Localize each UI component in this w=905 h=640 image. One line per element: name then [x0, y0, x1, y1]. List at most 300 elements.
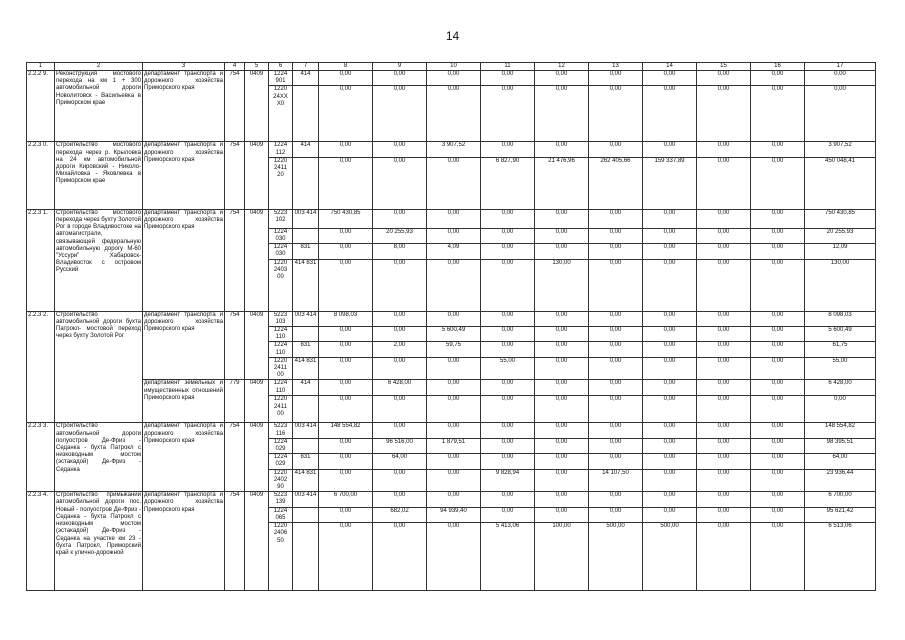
amount-cell: 0,00	[319, 244, 373, 259]
amount-cell: 0,00	[535, 396, 589, 423]
amount-cell: 0,00	[535, 469, 589, 492]
amount-cell: 0,00	[589, 142, 643, 157]
amount-cell: 0,00	[481, 492, 535, 507]
amount-cell: 0,00	[481, 327, 535, 342]
target-article-code: 1224 065	[269, 507, 293, 522]
amount-cell: 0,00	[697, 71, 751, 86]
amount-cell: 0,00	[751, 492, 805, 507]
amount-cell: 0,00	[751, 380, 805, 396]
chapter-code: 754	[225, 492, 245, 591]
amount-cell: 23 936,44	[805, 469, 876, 492]
amount-cell: 61,75	[805, 342, 876, 357]
column-number: 12	[535, 63, 589, 71]
amount-cell: 0,00	[589, 209, 643, 228]
column-number: 14	[643, 63, 697, 71]
amount-cell: 0,00	[697, 380, 751, 396]
chapter-code: 754	[225, 311, 245, 380]
chapter-code: 754	[225, 209, 245, 311]
table-row	[27, 492, 876, 507]
target-article-code: 1224 112	[269, 142, 293, 157]
amount-cell: 0,00	[427, 380, 481, 396]
amount-cell: 8,00	[373, 244, 427, 259]
amount-cell: 0,00	[751, 86, 805, 142]
column-number: 7	[293, 63, 319, 71]
amount-cell: 9 828,94	[481, 469, 535, 492]
department: департамент транспорта и дорожного хозяйства Приморского края	[143, 71, 225, 142]
amount-cell: 20 255,93	[373, 228, 427, 243]
amount-cell: 0,00	[481, 228, 535, 243]
row-id: 2.2.3 2.	[27, 311, 55, 423]
expense-type-code: 831	[293, 342, 319, 357]
amount-cell: 750 430,85	[805, 209, 876, 228]
amount-cell: 0,00	[643, 311, 697, 326]
amount-cell: 6 700,00	[805, 492, 876, 507]
amount-cell: 0,00	[535, 454, 589, 469]
amount-cell: 0,00	[319, 259, 373, 311]
column-number: 11	[481, 63, 535, 71]
expense-type-code: 414 831	[293, 259, 319, 311]
target-article-code: 5223 116	[269, 423, 293, 438]
amount-cell: 0,00	[481, 507, 535, 522]
amount-cell: 1 879,51	[427, 438, 481, 453]
object-name: Строительство примыканий автомобильной дороги пос. Новый - полуостров Де-Фриз - Седанка - бухта Патрокл с низководным мостом (эстакадой) Де-Фриз - Седанка на участке км 23 - бухта Патрокл, Приморский край к улично-дорожной	[55, 492, 143, 591]
amount-cell: 0,00	[319, 86, 373, 142]
amount-cell: 0,00	[589, 259, 643, 311]
amount-cell: 0,00	[751, 259, 805, 311]
amount-cell: 0,00	[643, 71, 697, 86]
amount-cell: 0,00	[697, 469, 751, 492]
amount-cell: 0,00	[589, 327, 643, 342]
amount-cell: 0,00	[751, 142, 805, 157]
amount-cell: 0,00	[319, 342, 373, 357]
amount-cell: 0,00	[751, 507, 805, 522]
amount-cell: 0,00	[751, 469, 805, 492]
amount-cell: 2,00	[373, 342, 427, 357]
department: департамент транспорта и дорожного хозяйства Приморского края	[143, 209, 225, 311]
amount-cell: 148 554,82	[319, 423, 373, 438]
section-code: 0409	[245, 142, 269, 209]
expense-type-code: 831	[293, 454, 319, 469]
amount-cell: 0,00	[373, 142, 427, 157]
amount-cell: 130,00	[535, 259, 589, 311]
expense-type-code: 831	[293, 244, 319, 259]
amount-cell: 0,00	[643, 357, 697, 380]
amount-cell: 0,00	[589, 507, 643, 522]
amount-cell: 0,00	[751, 342, 805, 357]
amount-cell: 14 107,50	[589, 469, 643, 492]
page-number: 14	[445, 29, 460, 43]
amount-cell: 0,00	[697, 396, 751, 423]
column-number: 16	[751, 63, 805, 71]
chapter-code: 754	[225, 423, 245, 492]
column-number: 15	[697, 63, 751, 71]
amount-cell: 0,00	[427, 357, 481, 380]
amount-cell: 0,00	[751, 327, 805, 342]
amount-cell: 0,00	[427, 71, 481, 86]
amount-cell: 0,00	[319, 357, 373, 380]
amount-cell: 682,02	[373, 507, 427, 522]
amount-cell: 500,00	[589, 523, 643, 591]
amount-cell: 0,00	[589, 244, 643, 259]
target-article-code: 1224 029	[269, 454, 293, 469]
department: департамент транспорта и дорожного хозяйства Приморского края	[143, 492, 225, 591]
column-number: 1	[27, 63, 55, 71]
amount-cell: 0,00	[481, 142, 535, 157]
expense-type-code	[293, 327, 319, 342]
amount-cell: 0,00	[373, 492, 427, 507]
amount-cell: 8 098,03	[805, 311, 876, 326]
amount-cell: 0,00	[427, 209, 481, 228]
amount-cell: 0,00	[751, 209, 805, 228]
amount-cell: 5 600,49	[805, 327, 876, 342]
amount-cell: 64,00	[373, 454, 427, 469]
amount-cell: 159 337,89	[643, 157, 697, 209]
amount-cell: 0,00	[427, 523, 481, 591]
amount-cell: 0,00	[751, 311, 805, 326]
amount-cell: 0,00	[373, 71, 427, 86]
amount-cell: 0,00	[751, 396, 805, 423]
section-code: 0409	[245, 311, 269, 380]
expense-type-code	[293, 438, 319, 453]
amount-cell: 0,00	[643, 423, 697, 438]
amount-cell: 0,00	[643, 228, 697, 243]
amount-cell: 0,00	[643, 469, 697, 492]
row-id: 2.2.3 1.	[27, 209, 55, 311]
column-number: 4	[225, 63, 245, 71]
department: департамент земельных и имущественных отношений Приморского края	[143, 380, 225, 423]
amount-cell: 0,00	[373, 423, 427, 438]
amount-cell: 0,00	[751, 523, 805, 591]
amount-cell: 0,00	[697, 454, 751, 469]
amount-cell: 0,00	[589, 492, 643, 507]
chapter-code: 754	[225, 142, 245, 209]
department: департамент транспорта и дорожного хозяйства Приморского края	[143, 423, 225, 492]
amount-cell: 0,00	[643, 380, 697, 396]
amount-cell: 450 048,41	[805, 157, 876, 209]
amount-cell: 0,00	[697, 423, 751, 438]
amount-cell: 0,00	[481, 454, 535, 469]
expense-type-code	[293, 396, 319, 423]
expense-type-code: 414	[293, 142, 319, 157]
amount-cell: 0,00	[535, 438, 589, 453]
amount-cell: 0,00	[535, 311, 589, 326]
amount-cell: 0,00	[643, 396, 697, 423]
amount-cell: 6 513,06	[805, 523, 876, 591]
amount-cell: 0,00	[643, 438, 697, 453]
amount-cell: 0,00	[319, 523, 373, 591]
amount-cell: 0,00	[319, 507, 373, 522]
amount-cell: 0,00	[319, 142, 373, 157]
amount-cell: 64,00	[805, 454, 876, 469]
amount-cell: 750 430,85	[319, 209, 373, 228]
amount-cell: 130,00	[805, 259, 876, 311]
amount-cell: 94 939,40	[427, 507, 481, 522]
amount-cell: 0,00	[643, 209, 697, 228]
amount-cell: 0,00	[697, 259, 751, 311]
amount-cell: 0,00	[643, 327, 697, 342]
amount-cell: 0,00	[319, 469, 373, 492]
amount-cell: 0,00	[535, 244, 589, 259]
amount-cell: 0,00	[751, 228, 805, 243]
amount-cell: 0,00	[427, 396, 481, 423]
table-row	[27, 423, 876, 438]
amount-cell: 0,00	[697, 438, 751, 453]
amount-cell: 0,00	[805, 86, 876, 142]
amount-cell: 0,00	[373, 357, 427, 380]
amount-cell: 0,00	[751, 71, 805, 86]
target-article-code: 1220 2411 00	[269, 396, 293, 423]
amount-cell: 0,00	[589, 438, 643, 453]
expense-type-code	[293, 507, 319, 522]
amount-cell: 0,00	[319, 327, 373, 342]
object-name: Строительство автомобильной дороги бухта Патрокл- мостовой переход через бухту Золотой Рог	[55, 311, 143, 423]
column-number-row	[27, 63, 876, 71]
amount-cell: 0,00	[319, 454, 373, 469]
target-article-code: 1220 2411 00	[269, 357, 293, 380]
amount-cell: 6 827,90	[481, 157, 535, 209]
amount-cell: 0,00	[589, 228, 643, 243]
target-article-code: 1224 901	[269, 71, 293, 86]
amount-cell: 0,00	[697, 311, 751, 326]
section-code: 0409	[245, 71, 269, 142]
amount-cell: 0,00	[481, 71, 535, 86]
amount-cell: 0,00	[697, 507, 751, 522]
amount-cell: 0,00	[427, 259, 481, 311]
amount-cell: 0,00	[427, 469, 481, 492]
amount-cell: 0,00	[697, 244, 751, 259]
amount-cell: 8 098,03	[319, 311, 373, 326]
amount-cell: 5 600,49	[427, 327, 481, 342]
chapter-code: 779	[225, 380, 245, 423]
amount-cell: 5 413,06	[481, 523, 535, 591]
amount-cell: 0,00	[751, 423, 805, 438]
amount-cell: 0,00	[535, 507, 589, 522]
expense-type-code: 003 414	[293, 311, 319, 326]
amount-cell: 0,00	[643, 492, 697, 507]
target-article-code: 1220 2403 00	[269, 259, 293, 311]
amount-cell: 148 554,82	[805, 423, 876, 438]
amount-cell: 0,00	[589, 71, 643, 86]
amount-cell: 0,00	[589, 423, 643, 438]
amount-cell: 3 907,52	[805, 142, 876, 157]
amount-cell: 6 428,00	[373, 380, 427, 396]
target-article-code: 1220 2406 50	[269, 523, 293, 591]
amount-cell: 0,00	[373, 259, 427, 311]
amount-cell: 0,00	[373, 327, 427, 342]
expense-type-code	[293, 157, 319, 209]
amount-cell: 0,00	[319, 396, 373, 423]
amount-cell: 0,00	[643, 342, 697, 357]
amount-cell: 0,00	[481, 423, 535, 438]
amount-cell: 0,00	[535, 423, 589, 438]
amount-cell: 0,00	[589, 342, 643, 357]
amount-cell: 0,00	[697, 86, 751, 142]
amount-cell: 0,00	[373, 86, 427, 142]
target-article-code: 1224 110	[269, 327, 293, 342]
table-row	[27, 209, 876, 228]
column-number: 13	[589, 63, 643, 71]
amount-cell: 0,00	[535, 71, 589, 86]
amount-cell: 0,00	[481, 380, 535, 396]
amount-cell: 6 700,00	[319, 492, 373, 507]
section-code: 0409	[245, 209, 269, 311]
amount-cell: 100,00	[535, 523, 589, 591]
column-number: 5	[245, 63, 269, 71]
amount-cell: 0,00	[697, 228, 751, 243]
amount-cell: 0,00	[697, 157, 751, 209]
amount-cell: 0,00	[697, 523, 751, 591]
target-article-code: 5223 103	[269, 311, 293, 326]
target-article-code: 1220 24ХХ Х0	[269, 86, 293, 142]
chapter-code: 754	[225, 71, 245, 142]
row-id: 2.2.3 3.	[27, 423, 55, 492]
department: департамент транспорта и дорожного хозяйства Приморского края	[143, 142, 225, 209]
amount-cell: 0,00	[481, 244, 535, 259]
amount-cell: 262 405,66	[589, 157, 643, 209]
table-row	[27, 71, 876, 86]
amount-cell: 96 516,00	[373, 438, 427, 453]
target-article-code: 1224 110	[269, 380, 293, 396]
column-number: 17	[805, 63, 876, 71]
amount-cell: 0,00	[697, 357, 751, 380]
amount-cell: 0,00	[589, 86, 643, 142]
amount-cell: 0,00	[751, 244, 805, 259]
amount-cell: 0,00	[751, 157, 805, 209]
amount-cell: 0,00	[589, 380, 643, 396]
amount-cell: 0,00	[643, 259, 697, 311]
expense-type-code	[293, 228, 319, 243]
target-article-code: 1224 110	[269, 342, 293, 357]
amount-cell: 0,00	[427, 423, 481, 438]
table-row	[27, 311, 876, 326]
section-code: 0409	[245, 423, 269, 492]
amount-cell: 0,00	[481, 396, 535, 423]
amount-cell: 500,00	[643, 523, 697, 591]
amount-cell: 55,00	[805, 357, 876, 380]
amount-cell: 0,00	[319, 438, 373, 453]
amount-cell: 4,09	[427, 244, 481, 259]
amount-cell: 0,00	[589, 396, 643, 423]
amount-cell: 0,00	[373, 311, 427, 326]
expense-type-code: 003 414	[293, 492, 319, 507]
expense-type-code	[293, 86, 319, 142]
amount-cell: 0,00	[427, 311, 481, 326]
target-article-code: 1220 2411 20	[269, 157, 293, 209]
amount-cell: 0,00	[427, 228, 481, 243]
target-article-code: 1224 030	[269, 244, 293, 259]
amount-cell: 0,00	[427, 86, 481, 142]
amount-cell: 0,00	[589, 357, 643, 380]
amount-cell: 21 476,96	[535, 157, 589, 209]
amount-cell: 3 907,52	[427, 142, 481, 157]
expense-type-code: 414	[293, 71, 319, 86]
amount-cell: 0,00	[535, 228, 589, 243]
expense-type-code: 003 414	[293, 423, 319, 438]
column-number: 10	[427, 63, 481, 71]
amount-cell: 0,00	[481, 342, 535, 357]
amount-cell: 59,75	[427, 342, 481, 357]
amount-cell: 0,00	[535, 380, 589, 396]
amount-cell: 0,00	[643, 244, 697, 259]
amount-cell: 0,00	[805, 396, 876, 423]
amount-cell: 0,00	[751, 438, 805, 453]
amount-cell: 0,00	[643, 507, 697, 522]
expense-type-code: 414	[293, 380, 319, 396]
column-number: 2	[55, 63, 143, 71]
amount-cell: 0,00	[535, 492, 589, 507]
amount-cell: 0,00	[373, 157, 427, 209]
expense-type-code: 414 831	[293, 357, 319, 380]
target-article-code: 5223 139	[269, 492, 293, 507]
table-row	[27, 380, 876, 396]
amount-cell: 0,00	[589, 454, 643, 469]
department: департамент транспорта и дорожного хозяйства Приморского края	[143, 311, 225, 380]
expense-type-code	[293, 523, 319, 591]
amount-cell: 0,00	[643, 86, 697, 142]
section-code: 0409	[245, 380, 269, 423]
amount-cell: 0,00	[697, 492, 751, 507]
amount-cell: 95 621,42	[805, 507, 876, 522]
amount-cell: 0,00	[535, 327, 589, 342]
amount-cell: 0,00	[535, 209, 589, 228]
target-article-code: 1220 2402 90	[269, 469, 293, 492]
row-id: 2.2.3 4.	[27, 492, 55, 591]
amount-cell: 0,00	[373, 396, 427, 423]
amount-cell: 6 428,00	[805, 380, 876, 396]
target-article-code: 1224 030	[269, 228, 293, 243]
amount-cell: 0,00	[589, 311, 643, 326]
table-row	[27, 142, 876, 157]
amount-cell: 0,00	[481, 438, 535, 453]
amount-cell: 0,00	[805, 71, 876, 86]
amount-cell: 0,00	[697, 342, 751, 357]
object-name: Реконструкция мостового перехода на км 1 + 300 автомобильной дороги Новолитовск - Васильевка в Приморском крае	[55, 71, 143, 142]
amount-cell: 0,00	[481, 259, 535, 311]
amount-cell: 0,00	[643, 454, 697, 469]
column-number: 8	[319, 63, 373, 71]
amount-cell: 0,00	[535, 342, 589, 357]
budget-table	[26, 62, 876, 591]
amount-cell: 0,00	[643, 142, 697, 157]
amount-cell: 0,00	[373, 209, 427, 228]
object-name: Строительство мостового перехода через р. Крыловка на 24 км автомобильной дороги Кировский - Николо-Михайловка - Яковлевка в Приморском крае	[55, 142, 143, 209]
amount-cell: 20 255,93	[805, 228, 876, 243]
amount-cell: 0,00	[481, 209, 535, 228]
amount-cell: 0,00	[319, 228, 373, 243]
amount-cell: 98 395,51	[805, 438, 876, 453]
amount-cell: 0,00	[319, 157, 373, 209]
amount-cell: 0,00	[373, 469, 427, 492]
object-name: Строительство мостового перехода через бухту Золотой Рог в городе Владивостоке на автомагистрали, связывающей федеральную автомобильную дорогу М-60 "Уссури" Хабаровск-Владивосток с островом Русский	[55, 209, 143, 311]
column-number: 3	[143, 63, 225, 71]
amount-cell: 0,00	[427, 492, 481, 507]
amount-cell: 0,00	[481, 86, 535, 142]
amount-cell: 0,00	[427, 157, 481, 209]
target-article-code: 5223 102	[269, 209, 293, 228]
amount-cell: 0,00	[535, 86, 589, 142]
amount-cell: 0,00	[319, 380, 373, 396]
amount-cell: 0,00	[535, 142, 589, 157]
section-code: 0409	[245, 492, 269, 591]
amount-cell: 0,00	[319, 71, 373, 86]
row-id: 2.2.2 9.	[27, 71, 55, 142]
row-id: 2.2.3 0.	[27, 142, 55, 209]
expense-type-code: 003 414	[293, 209, 319, 228]
target-article-code: 1224 029	[269, 438, 293, 453]
amount-cell: 0,00	[697, 209, 751, 228]
amount-cell: 0,00	[373, 523, 427, 591]
amount-cell: 0,00	[697, 142, 751, 157]
